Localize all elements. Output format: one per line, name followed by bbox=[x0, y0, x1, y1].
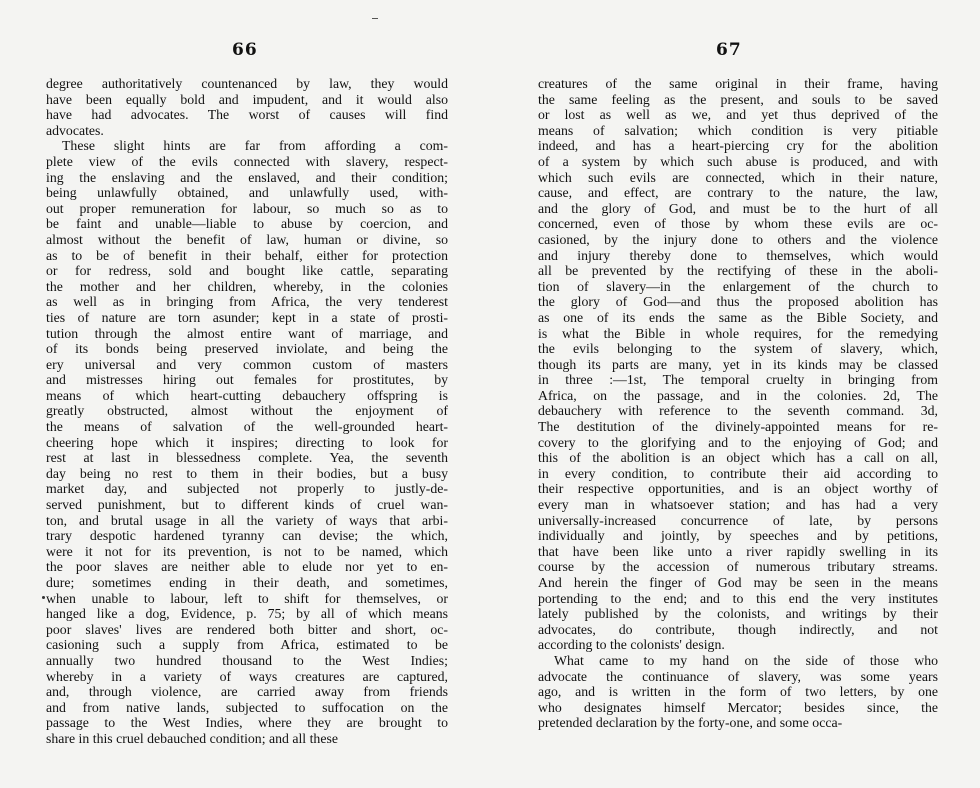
text-line: The destitution of the divinely-appointed means for re- bbox=[538, 419, 938, 435]
text-line: and the glory of God, and must be to the hurt of all bbox=[538, 200, 938, 216]
text-line: according to the colonists' design. bbox=[538, 637, 725, 653]
text-line: the poor slaves are neither able to elude nor yet to en- bbox=[46, 559, 448, 575]
text-line: the same feeling as the present, and souls to be saved bbox=[538, 91, 938, 107]
text-line: annually two hundred thousand to the West Indies; bbox=[46, 652, 448, 668]
text-line: covery to the glorifying and to the enjoying of God; and bbox=[538, 434, 938, 450]
text-line: that have been like unto a river rapidly swelling in its bbox=[538, 543, 938, 559]
text-line: this of the abolition is an object which has a call on all, bbox=[538, 450, 938, 466]
text-line: rest at last in blessedness complete. Yea, the seventh bbox=[46, 450, 448, 466]
text-line: in every condition, to contribute their aid according to bbox=[538, 465, 938, 481]
text-line: being unlawfully obtained, and unlawfully used, with- bbox=[46, 185, 448, 201]
text-line: cause, and effect, are contrary to the nature, the law, bbox=[538, 185, 938, 201]
text-line: advocates. bbox=[46, 122, 104, 138]
text-line: portending to the end; and to this end the very institutes bbox=[538, 590, 938, 606]
text-line: be faint and unable—liable to abuse by coercion, and bbox=[46, 216, 448, 232]
text-line: all be prevented by the rectifying of these in the aboli- bbox=[538, 263, 938, 279]
text-line: which such evils are connected, which in their nature, bbox=[538, 169, 938, 185]
text-line: advocate the continuance of slavery, was some years bbox=[538, 668, 938, 684]
text-line: the evils belonging to the system of slavery, which, bbox=[538, 341, 938, 357]
right-page-text bbox=[538, 76, 938, 731]
text-line: the glory of God—and thus the proposed abolition has bbox=[538, 294, 938, 310]
text-line: almost without the benefit of law, human or divine, so bbox=[46, 231, 448, 247]
text-line: though its parts are many, yet in its kinds may be classed bbox=[538, 356, 938, 372]
text-line: plete view of the evils connected with slavery, respect- bbox=[46, 153, 448, 169]
text-line: trary despotic hardened tyranny can devise; the which, bbox=[46, 528, 448, 544]
text-line: share in this cruel debauched condition; and all these bbox=[46, 730, 338, 746]
text-line: ties of nature are torn asunder; kept in a state of prosti- bbox=[46, 309, 448, 325]
text-line: tion of slavery—in the enlargement of the church to bbox=[538, 278, 938, 294]
text-line: whereby in a variety of ways creatures are captured, bbox=[46, 668, 448, 684]
ink-dot bbox=[42, 596, 45, 599]
text-line: lately published by the colonists, and writings by their bbox=[538, 606, 938, 622]
text-line: casioning such a supply from Africa, estimated to be bbox=[46, 637, 448, 653]
page-number-left: 66 bbox=[232, 40, 258, 60]
text-line: cheering hope which it inspires; directing to look for bbox=[46, 434, 448, 450]
text-line: were it not for its prevention, is not to be named, which bbox=[46, 543, 448, 559]
text-line: poor slaves' lives are rendered both bitter and short, oc- bbox=[46, 621, 448, 637]
text-line: and injury thereby done to themselves, which would bbox=[538, 247, 938, 263]
text-line: market day, and subjected not properly to justly-de- bbox=[46, 481, 448, 497]
text-line: advocates, do contribute, though indirectly, and not bbox=[538, 621, 938, 637]
text-line: have had advocates. The worst of causes will find bbox=[46, 107, 448, 123]
text-line: course by the accession of numerous tributary streams. bbox=[538, 559, 938, 575]
text-line: served punishment, but to different kinds of cruel wan- bbox=[46, 497, 448, 513]
text-line: as to be of benefit in their behalf, either for protection bbox=[46, 247, 448, 263]
text-line: when unable to labour, left to shift for themselves, or bbox=[46, 590, 448, 606]
text-line: ton, and brutal usage in all the variety of ways that arbi- bbox=[46, 512, 448, 528]
text-line: the means of salvation of the well-grounded heart- bbox=[46, 419, 448, 435]
text-line: have been equally bold and impudent, and it would also bbox=[46, 91, 448, 107]
text-line: creatures of the same original in their frame, having bbox=[538, 76, 938, 91]
text-line: ago, and is written in the form of two letters, by one bbox=[538, 684, 938, 700]
text-line: concerned, even of those by whom these evils are oc- bbox=[538, 216, 938, 232]
text-line: out proper remuneration for labour, so much so as to bbox=[46, 200, 448, 216]
text-line: every man in whatsoever station; and has had a very bbox=[538, 497, 938, 513]
text-line: ing the enslaving and the enslaved, and their condition; bbox=[46, 169, 448, 185]
text-line: their respective opportunities, and is an object worthy of bbox=[538, 481, 938, 497]
text-line: who designates himself Mercator; besides since, the bbox=[538, 699, 938, 715]
text-line: and mistresses hiring out females for prostitutes, by bbox=[46, 372, 448, 388]
text-line: Africa, on the passage, and in the colonies. 2d, The bbox=[538, 387, 938, 403]
text-line: passage to the West Indies, where they are brought to bbox=[46, 715, 448, 731]
text-line: debauchery with reference to the seventh command. 3d, bbox=[538, 403, 938, 419]
text-line: greatly obstructed, almost without the enjoyment of bbox=[46, 403, 448, 419]
text-line: hanged like a dog, Evidence, p. 75; by all of which means bbox=[46, 606, 448, 622]
text-line: is what the Bible in whole requires, for the remedying bbox=[538, 325, 938, 341]
text-line: or for redress, sold and bought like cattle, separating bbox=[46, 263, 448, 279]
text-line: as well as in bringing from Africa, the very tenderest bbox=[46, 294, 448, 310]
page-number-right: 67 bbox=[716, 40, 742, 60]
text-line: the mother and her children, whereby, in the colonies bbox=[46, 278, 448, 294]
text-line: of a system by which such abuse is produced, and with bbox=[538, 153, 938, 169]
text-line: day being no rest to them in their bodies, but a busy bbox=[46, 465, 448, 481]
text-line: of its bonds being preserved inviolate, and being the bbox=[46, 341, 448, 357]
text-line: as one of its ends the same as the Bible Society, and bbox=[538, 309, 938, 325]
right-page bbox=[490, 0, 980, 788]
text-line: means of salvation; which condition is very pitiable bbox=[538, 122, 938, 138]
text-line: tution through the almost entire want of marriage, and bbox=[46, 325, 448, 341]
text-line: pretended declaration by the forty-one, and some occa- bbox=[538, 715, 843, 731]
text-line: means of which heart-cutting debauchery offspring is bbox=[46, 387, 448, 403]
text-line: ery universal and very common custom of masters bbox=[46, 356, 448, 372]
text-line: And herein the finger of God may be seen in the means bbox=[538, 575, 938, 590]
text-line: or lost as well as we, and yet thus deprived of the bbox=[538, 107, 938, 123]
text-line: These slight hints are far from affording a com- bbox=[62, 138, 448, 154]
text-line: and from native lands, subjected to suffocation on the bbox=[46, 699, 448, 715]
text-line: casioned, by the injury done to others and the violence bbox=[538, 231, 938, 247]
left-page-text bbox=[46, 76, 448, 747]
text-line: universally-increased concurrence of late, by persons bbox=[538, 512, 938, 528]
text-line: What came to my hand on the side of those who bbox=[554, 652, 938, 668]
text-line: indeed, and has a heart-piercing cry for the abolition bbox=[538, 138, 938, 154]
text-line: and, through violence, are carried away from friends bbox=[46, 684, 448, 700]
text-line: degree authoritatively countenanced by law, they would bbox=[46, 76, 448, 91]
text-line: dure; sometimes ending in their death, and sometimes, bbox=[46, 575, 448, 590]
text-line: individually and jointly, by speeches and by petitions, bbox=[538, 528, 938, 544]
text-line: in three :—1st, The temporal cruelty in bringing from bbox=[538, 372, 938, 388]
